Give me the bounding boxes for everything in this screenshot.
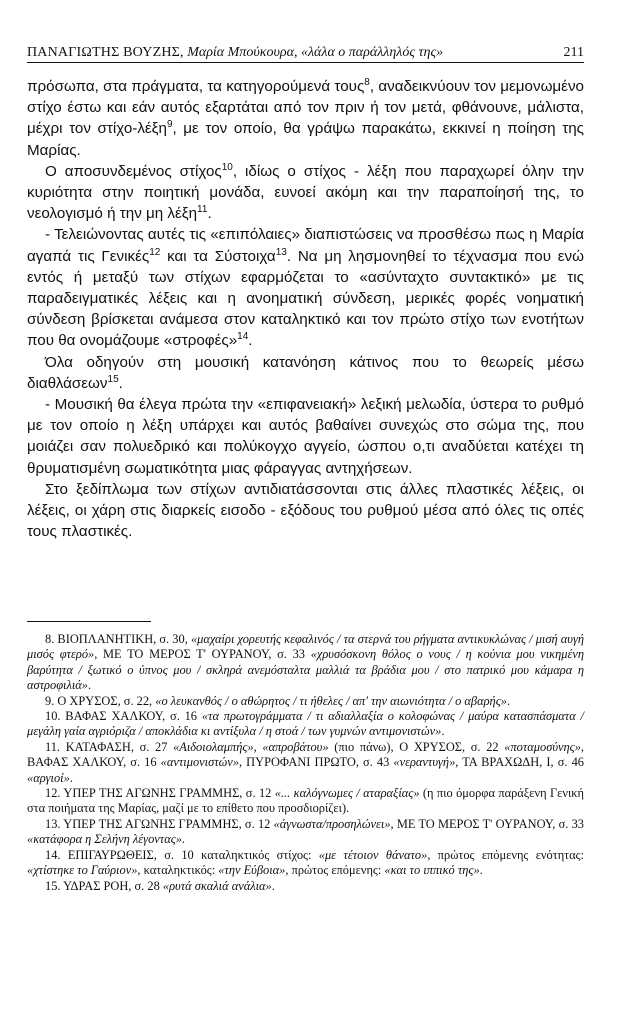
footnote-14 — [27, 848, 584, 879]
note-text: 8. ΒΙΟΠΛΑΝΗΤΙΚΗ, σ. 30, — [45, 632, 191, 646]
footnote-ref-12: 12 — [149, 246, 161, 258]
footnote-15 — [27, 879, 584, 894]
paragraph-3 — [27, 224, 584, 351]
text-span: - Τελειώνοντας αυτές τις «επιπόλαιες» διαπιστώσεις να προσθέσω πως η Μαρία αγαπά τις Γενικές — [27, 226, 584, 265]
note-quote: «... καλόγνωμες / αταραξίας» — [274, 786, 420, 801]
footnote-ref-14: 14 — [237, 331, 249, 343]
note-quote: «άγνωστα/προσηλώνει» — [273, 816, 391, 831]
text-span: Ο αποσυνδεμένος στίχος — [45, 162, 222, 180]
footnote-13 — [27, 817, 584, 848]
note-text: 15. ΥΔΡΑΣ ΡΟΗ, σ. 28 — [45, 878, 163, 893]
note-text: . — [441, 724, 445, 739]
footnote-separator — [27, 621, 151, 622]
note-quote: «χτίστηκε το Γαύριον» — [27, 863, 138, 878]
paragraph-2 — [27, 161, 584, 225]
main-text — [27, 76, 584, 542]
note-text: . — [479, 863, 483, 878]
paragraph-1 — [27, 76, 584, 161]
note-quote: «νεραντυγή» — [393, 755, 456, 770]
note-quote: «και το ιππικό της» — [384, 863, 480, 878]
note-quote: «κατάφορα η Σελήνη λέγοντας» — [27, 832, 182, 847]
note-text: 12. ΥΠΕΡ ΤΗΣ ΑΓΩΝΗΣ ΓΡΑΜΜΗΣ, σ. 12 — [45, 786, 275, 801]
footnote-8 — [27, 632, 584, 694]
note-quote: «ο λευκανθός / ο αθώρητος / τι ήθελες / απ' την αιωνιότητα / ο αβαρής» — [155, 693, 507, 708]
note-quote: «ρυτά σκαλιά ανάλια» — [162, 878, 272, 893]
footnote-ref-10: 10 — [221, 161, 233, 173]
note-text: . — [271, 878, 275, 893]
text-span: και τα Σύστοιχα — [160, 247, 276, 265]
page-number: 211 — [563, 45, 584, 60]
note-text: , ΜΕ ΤΟ ΜΕΡΟΣ Τ' ΟΥΡΑΝΟΥ, σ. 33 — [94, 647, 311, 662]
note-text: , ΜΕ ΤΟ ΜΕΡΟΣ Τ' ΟΥΡΑΝΟΥ, σ. 33 — [390, 816, 584, 831]
text-span: , αναδεικνύουν τον μεμονωμένο στίχο έστω και εάν αυτός εξαρτάται από τον πριν ή τον μετά, φθάνουνε, μάλιστα, μέχρι τον στίχο-λέξη — [27, 78, 584, 138]
note-quote: «χρυσόσκονη θόλος ο νους / η κούνια μου νικημένη βαρύτητα / ξωτικό ο ύπνος μου / σκληρά ανεμόσταλτα μαλλιά τα βράδια μου / στο πατρικό μου κάμαρα η αστροφιλιά» — [27, 647, 584, 693]
note-quote: «απροβάτου» — [262, 739, 329, 754]
note-text: 14. ΕΠΙΓΑΥΡΩΘΕΙΣ, σ. 10 καταληκτικός στίχος: — [45, 847, 319, 862]
footnote-10 — [27, 709, 584, 740]
footnote-ref-8: 8 — [364, 77, 370, 88]
text-span: . Να μη λησμονηθεί το τέχνασμα που ενώ εντός ή μεταξύ των στίχων εφαρμόζεται το «ασύνταχτο συντακτικό» με τις παραδειγματικές λέξεις και η ανοηματική σύνδεση, μερικές φορές νοηματική σύνδεση βρίσκεται ανάμεσα στον καταληκτικό και τον πρώτο στίχο των ενοτήτων που θα ονομάζουμε «στροφές» — [27, 247, 584, 350]
note-quote: «αργιοί» — [27, 770, 70, 785]
footnotes — [27, 632, 584, 894]
text-span: πρόσωπα, στα πράγματα, τα κατηγορούμενά τους — [27, 78, 365, 95]
text-span: Όλα οδηγούν στη μουσική κατανόηση κάτινος που το θεωρείς μέσω διαθλάσεων — [27, 353, 584, 392]
note-text: . — [181, 832, 186, 847]
note-text: , πρώτος επόμενης: — [285, 863, 385, 878]
note-text: (πιο πάνω), Ο ΧΡΥΣΟΣ, σ. 22 — [328, 739, 505, 754]
note-quote: «αντιμονιστών» — [160, 755, 239, 770]
running-header — [27, 38, 584, 63]
paragraph-5: - Μουσική θα έλεγα πρώτα την «επιφανειακή» λεξική μελωδία, ύστερα το ρυθμό με τον οποίο η λέξη υπάρχει και αυτός βαθαίνει συνεχώς στο σώμα της, που μοιάζει σαν πολυεδρικό και πολύκογχο αγγείο, ώσπου ο,τι αναδύεται κατέχει τη θρυματισμένη σωματικότητα μιας φάραγγας αντηχήσεων. — [27, 396, 584, 477]
note-quote: «την Εύβοια» — [218, 863, 286, 878]
note-quote: «μαχαίρι χορευτής κεφαλινός / τα στερνά του ρήγματα αντικυκλώνας / μισή αυγή μισός φτερό» — [27, 632, 584, 662]
note-text: 11. ΚΑΤΑΦΑΣΗ, σ. 27 — [45, 739, 174, 754]
header-text — [27, 44, 443, 62]
footnote-ref-9: 9 — [166, 119, 173, 131]
footnote-12 — [27, 786, 584, 817]
text-span: . — [248, 332, 253, 350]
header-title: Μαρία Μπούκουρα, «λάλα ο παράλληλός της» — [183, 45, 444, 60]
note-text: . — [69, 770, 73, 785]
text-span: . — [118, 374, 123, 392]
note-text: , πρώτος επόμενης ενότητας: — [427, 847, 584, 862]
footnote-11 — [27, 740, 584, 786]
footnote-ref-13: 13 — [275, 246, 287, 258]
footnote-ref-11: 11 — [197, 204, 208, 216]
note-text: . — [506, 693, 511, 708]
paragraph-4 — [27, 352, 584, 394]
note-text: 13. ΥΠΕΡ ΤΗΣ ΑΓΩΝΗΣ ΓΡΑΜΜΗΣ, σ. 12 — [45, 816, 274, 831]
footnote-ref-15: 15 — [107, 373, 119, 385]
note-text: , ΠΥΡΟΦΑΝΙ ΠΡΩΤΟ, σ. 43 — [238, 755, 394, 770]
note-quote: «Αιδοιολαμπής» — [173, 739, 254, 754]
note-text: . — [88, 678, 92, 693]
note-text: , ΤΑ ΒΡΑΧΩΔΗ, Ι, σ. 46 — [455, 755, 584, 770]
header-author: ΠΑΝΑΓΙΩΤΗΣ ΒΟΥΖΗΣ, — [27, 45, 184, 60]
text-span: . — [207, 205, 212, 223]
text-span: , με τον οποίο, θα γράψω παρακάτω, εκκινεί η ποίηση της Μαρίας. — [27, 120, 584, 159]
note-text: , ΒΑΦΑΣ ΧΑΛΚΟΥ, σ. 16 — [27, 739, 584, 770]
note-quote: «τα πρωτογράμματα / τι αδιαλλαξία ο κολοφώνας / μαύρα κατασπάσματα / μεγάλη γαία αγριόριζα / αποκλάδια κι αντίξυλα / η στοά / των γυμνών αντιμονιστών» — [27, 709, 584, 739]
paragraph-6: Στο ξεδίπλωμα των στίχων αντιδιατάσσονται στις άλλες πλαστικές λέξεις, οι λέξεις, οι χάρη στις διαρκείς εισοδο - εξόδους του ρυθμού μέσα από όλες τις οπές τους πλαστικές. — [27, 480, 584, 541]
note-text: 10. ΒΑΦΑΣ ΧΑΛΚΟΥ, σ. 16 — [45, 709, 202, 724]
text-span: , ιδίως ο στίχος - λέξη που παραχωρεί όλην την κυριότητα στην ποιητική μονάδα, ευνοεί ακόμη και την παραποίησή της, το νεολογισμό ή την μη λέξη — [27, 162, 584, 223]
footnote-9 — [27, 694, 584, 709]
note-quote: «ποταμοσύνης» — [504, 739, 581, 754]
note-text: , — [253, 739, 263, 754]
note-text: , καταληκτικός: — [137, 863, 219, 878]
note-text: 9. Ο ΧΡΥΣΟΣ, σ. 22, — [45, 693, 156, 708]
note-quote: «με τέτοιον θάνατο» — [318, 847, 428, 862]
note-text: (η πιο όμορφα παράξενη Γενική στα ποιήματα της Μαρίας, μαζί με το επίθετο που προσδιορίζει). — [27, 786, 585, 816]
